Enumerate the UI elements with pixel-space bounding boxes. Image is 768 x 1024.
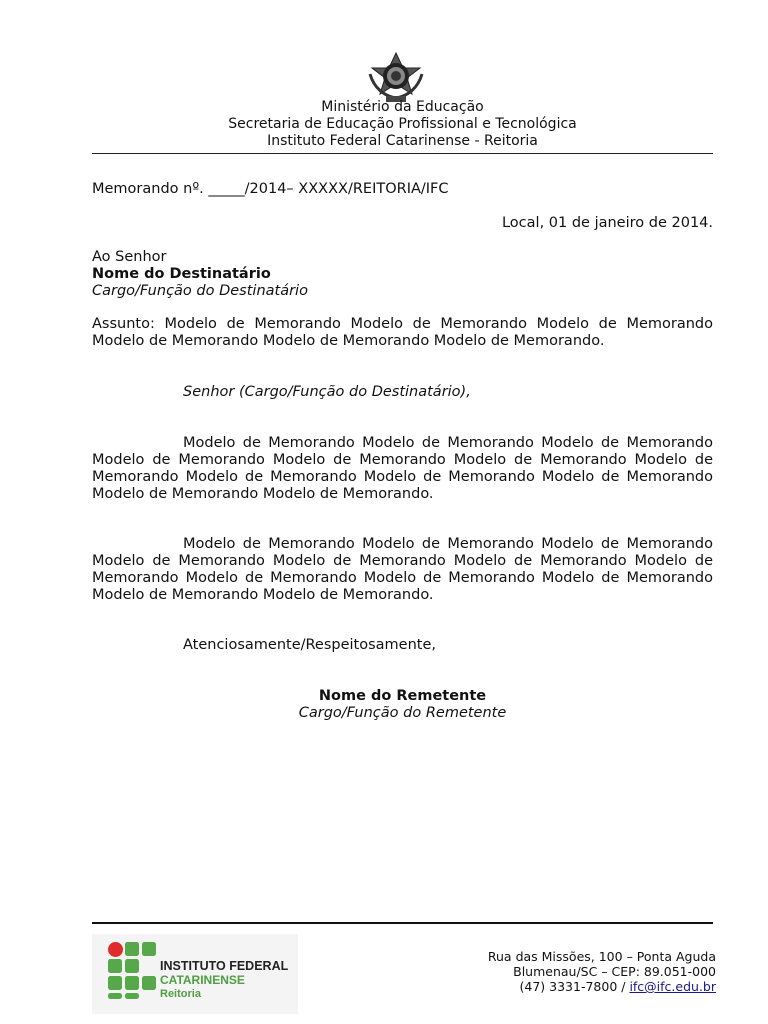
recipient-block [92,249,308,300]
address-street: Rua das Missões, 100 – Ponta Aguda [487,949,716,964]
header-divider [92,153,713,154]
memo-subject: Assunto: Modelo de Memorando Modelo de Memorando Modelo de Memorando Modelo de Memorando Modelo de Memorando Modelo de Memorando. [92,316,713,349]
email-link[interactable]: ifc@ifc.edu.br [629,979,716,994]
sender-name: Nome do Remetente [318,688,487,704]
ifc-logo-icon [108,942,156,1000]
recipient-role: Cargo/Função do Destinatário [92,283,308,299]
body-paragraph: Modelo de Memorando Modelo de Memorando Modelo de Memorando Modelo de Memorando Modelo de Memorando Modelo de Memorando Modelo de Memorando Modelo de Memorando Modelo de Memorando Modelo de Memorando Modelo de Memorando Modelo de Memorando. [92,435,713,502]
ifc-logo-text [160,959,288,1001]
logo-line-institute: INSTITUTO FEDERAL [160,959,289,973]
recipient-greeting: Ao Senhor [92,249,167,265]
secretariat-name: Secretaria de Educação Profissional e Tecnológica [228,116,577,132]
salutation: Senhor (Cargo/Função do Destinatário), [183,384,471,400]
closing: Atenciosamente/Respeitosamente, [183,637,436,653]
recipient-name: Nome do Destinatário [92,266,271,282]
body-paragraph: Modelo de Memorando Modelo de Memorando Modelo de Memorando Modelo de Memorando Modelo de Memorando Modelo de Memorando Modelo de Memorando Modelo de Memorando Modelo de Memorando Modelo de Memorando Modelo de Memorando Modelo de Memorando. [92,536,713,603]
coat-of-arms-icon [364,52,428,104]
letterhead [92,99,713,150]
footer-divider [92,922,713,924]
address-contact [488,979,716,994]
address-city: Blumenau/SC – CEP: 89.051-000 [513,964,716,979]
institute-name: Instituto Federal Catarinense - Reitoria [267,133,538,149]
logo-line-catarinense: CATARINENSE [160,973,245,987]
memo-date: Local, 01 de janeiro de 2014. [501,215,713,231]
sender-block [92,688,713,722]
logo-line-reitoria: Reitoria [160,988,201,1000]
phone-number: (47) 3331-7800 / [519,979,626,994]
ministry-name: Ministério da Educação [321,99,484,115]
ifc-logo [92,934,298,1014]
memo-number: Memorando nº. _____/2014– XXXXX/REITORIA/IFC [92,181,449,197]
sender-role: Cargo/Função do Remetente [298,705,507,721]
footer-address [488,949,716,994]
